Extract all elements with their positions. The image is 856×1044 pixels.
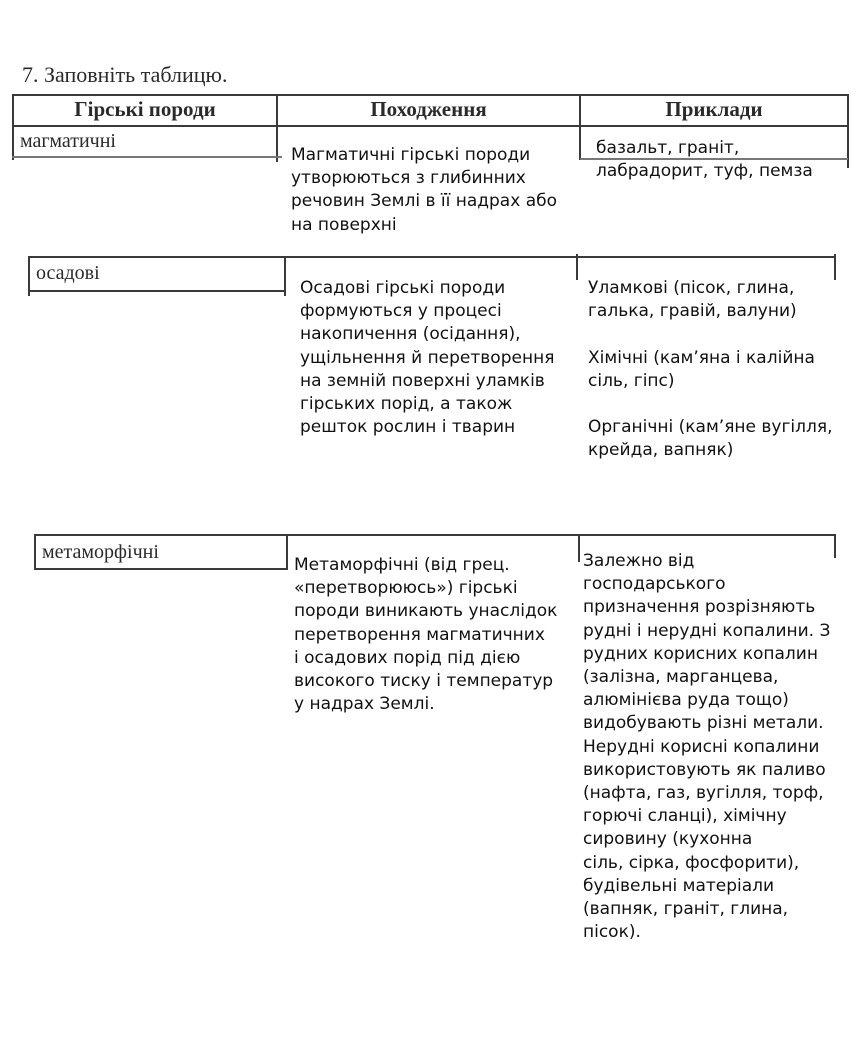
row2-bottom-border	[28, 290, 286, 292]
row3-divider-1	[286, 534, 288, 570]
row2-divider-2	[576, 254, 578, 280]
row-type-sedimentary: осадові	[36, 262, 100, 284]
row3-left-border	[34, 534, 36, 570]
row-origin-magmatic: Магматичні гірські породи утворюються з глибинних речовин Землі в її надрах або на поверхні	[291, 145, 557, 235]
row3-divider-2	[578, 534, 580, 562]
table-right-border	[847, 94, 849, 168]
header-examples: Приклади	[665, 97, 763, 121]
row3-top-border	[34, 534, 836, 536]
header-bottom-border	[12, 125, 848, 127]
row-type-metamorphic: метаморфічні	[42, 541, 159, 563]
row-examples-metamorphic: Залежно від господарського призначення розрізняють рудні і нерудні копалини. З рудних корисних копалин (залізна, марганцева, алюмінієва руда тощо) видобувають різні метали. Нерудні корисні копалини використовують як паливо (нафта, газ, вугілля, торф, горючі сланці), хімічну сировину (кухонна сіль, сірка, фосфорити), будівельні матеріали (вапняк, граніт, глина, пісок).	[583, 551, 831, 943]
row-origin-metamorphic: Метаморфічні (від грец. «перетворююсь») гірські породи виникають унаслідок перетворення магматичних і осадових порід під дією високого тиску і температур у надрах Землі.	[294, 555, 558, 715]
header-rock-types: Гірські породи	[74, 97, 216, 121]
row-examples-sedimentary: Уламкові (пісок, глина, галька, гравій, валуни) Хімічні (кам’яна і калійна сіль, гіпс) Органічні (кам’яне вугілля, крейда, вапняк)	[588, 278, 833, 461]
row-origin-sedimentary: Осадові гірські породи формуються у процесі накопичення (осідання), ущільнення й перетворення на земній поверхні уламків гірських порід, а також решток рослин і тварин	[300, 278, 555, 438]
row-type-magmatic: магматичні	[20, 130, 116, 152]
row2-top-border	[28, 256, 836, 258]
table-top-border	[12, 94, 848, 96]
row-examples-magmatic: базальт, граніт, лабрадорит, туф, пемза	[596, 138, 813, 182]
task-title: 7. Заповніть таблицю.	[22, 62, 228, 87]
header-origin: Походження	[370, 97, 487, 121]
row3-bottom-border	[34, 568, 288, 570]
row1-bottom-left	[12, 156, 282, 158]
